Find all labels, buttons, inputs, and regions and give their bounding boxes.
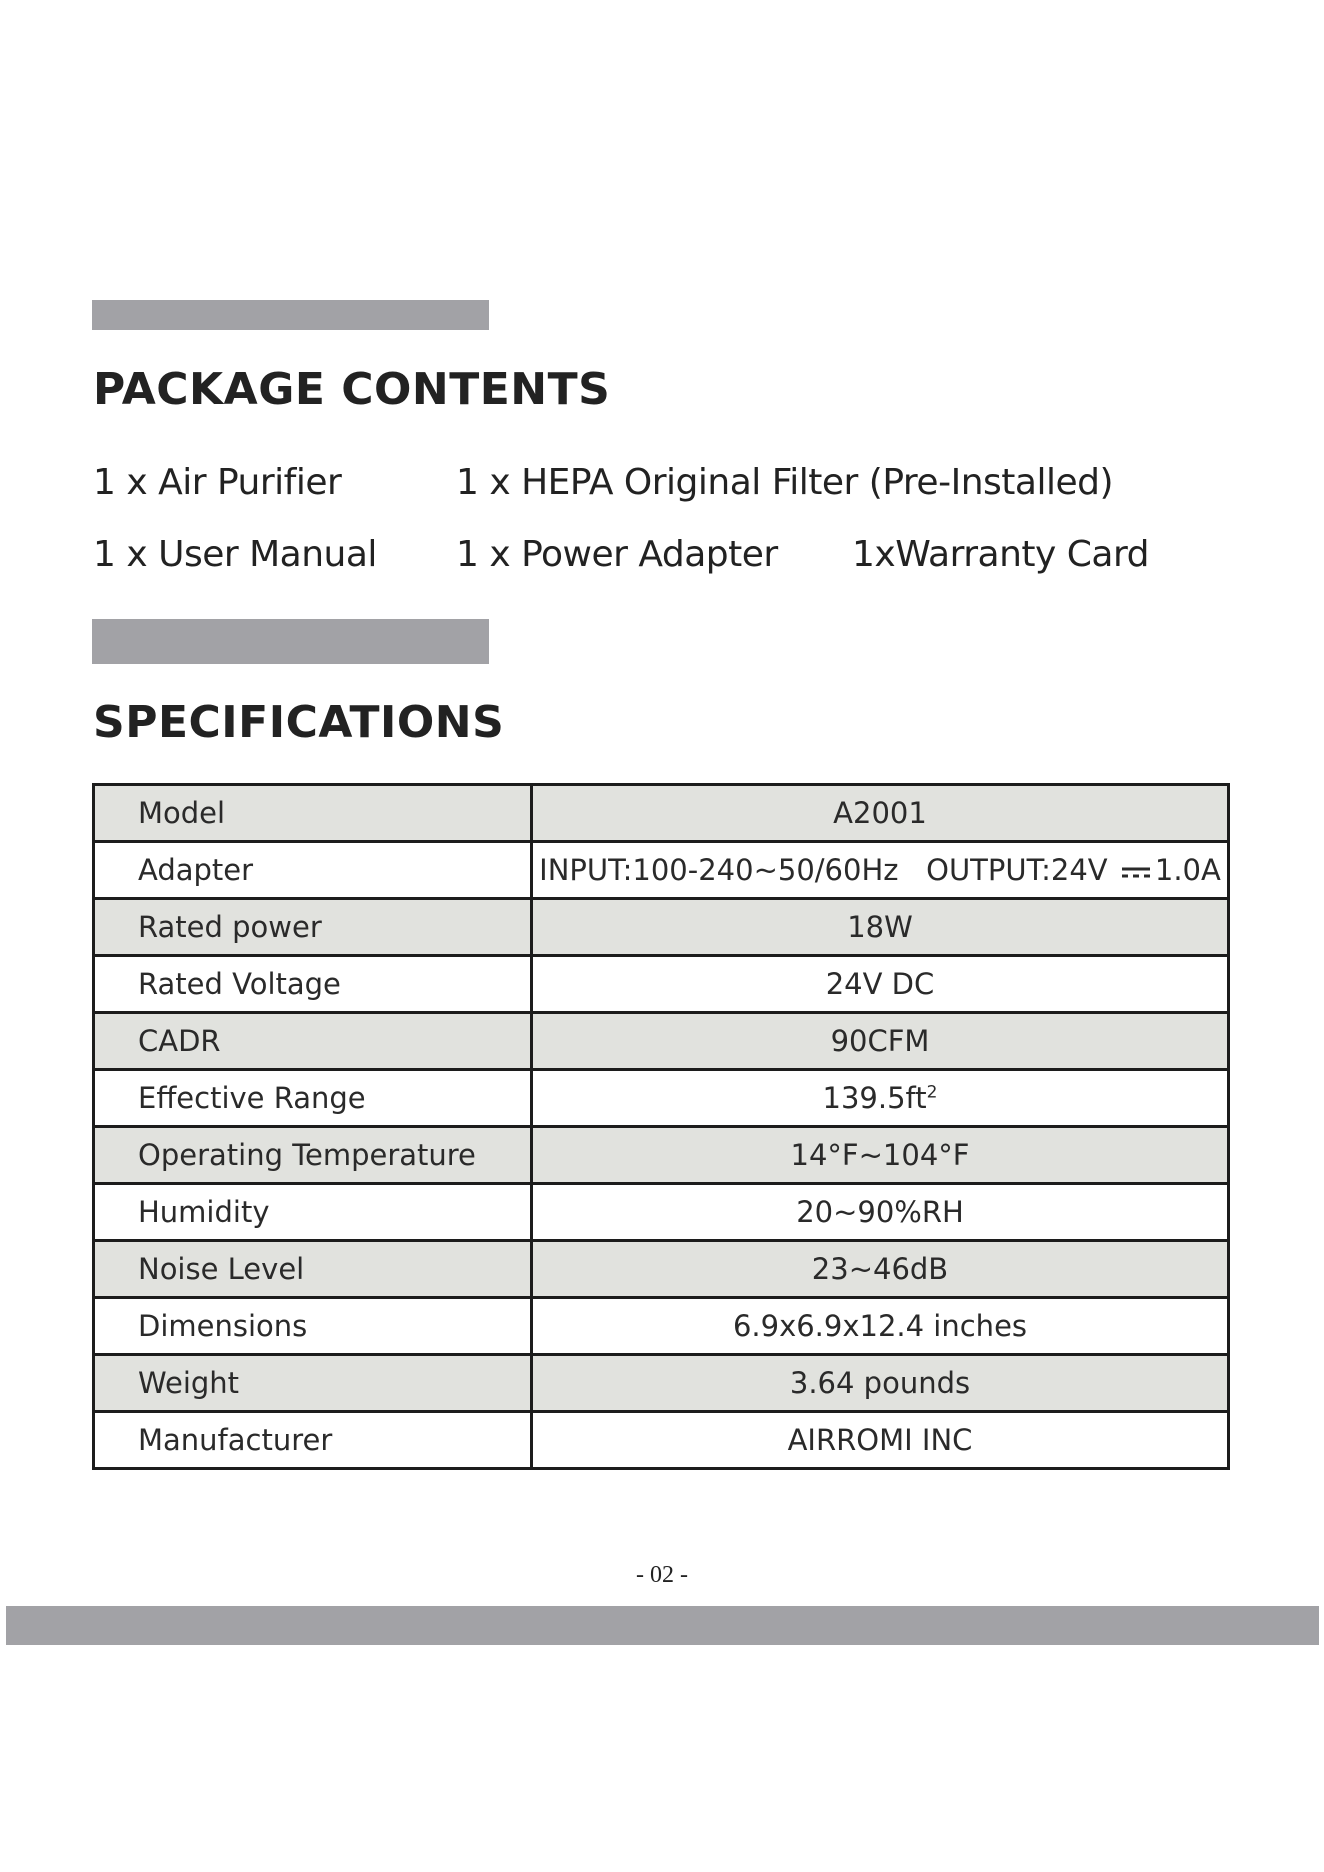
section-bar-specifications: [92, 619, 489, 664]
spec-label: Rated power: [94, 899, 532, 956]
spec-label: Operating Temperature: [94, 1127, 532, 1184]
spec-value: 14°F~104°F: [532, 1127, 1229, 1184]
spec-label: Model: [94, 785, 532, 842]
spec-label: Noise Level: [94, 1241, 532, 1298]
table-row: [94, 1184, 1229, 1241]
spec-label: Rated Voltage: [94, 956, 532, 1013]
spec-label: Adapter: [94, 842, 532, 899]
table-row: [94, 1127, 1229, 1184]
spec-label: Dimensions: [94, 1298, 532, 1355]
table-row: [94, 1298, 1229, 1355]
spec-value: 90CFM: [532, 1013, 1229, 1070]
dc-symbol-icon: [1121, 864, 1151, 880]
adapter-output-text: OUTPUT:24V: [926, 853, 1108, 887]
section-bar-package: [92, 300, 489, 330]
spec-label: CADR: [94, 1013, 532, 1070]
package-item-air-purifier: 1 x Air Purifier: [93, 462, 342, 503]
table-row: [94, 1241, 1229, 1298]
footer-bar: [6, 1606, 1319, 1645]
table-row: [94, 785, 1229, 842]
package-contents-heading: PACKAGE CONTENTS: [93, 364, 611, 415]
spec-label: Manufacturer: [94, 1412, 532, 1469]
table-row: [94, 956, 1229, 1013]
spec-value: 23~46dB: [532, 1241, 1229, 1298]
specifications-heading: SPECIFICATIONS: [93, 697, 505, 748]
table-row: [94, 1412, 1229, 1469]
superscript-two: 2: [926, 1082, 938, 1103]
spec-value: 6.9x6.9x12.4 inches: [532, 1298, 1229, 1355]
specifications-table: [92, 783, 1230, 1470]
spec-value: 24V DC: [532, 956, 1229, 1013]
table-row: [94, 1013, 1229, 1070]
spec-value: A2001: [532, 785, 1229, 842]
package-item-power-adapter: 1 x Power Adapter: [456, 534, 778, 575]
adapter-current-text: 1.0A: [1154, 853, 1221, 887]
spec-value: 20~90%RH: [532, 1184, 1229, 1241]
spec-value: 3.64 pounds: [532, 1355, 1229, 1412]
effective-range-text: 139.5ft: [822, 1081, 927, 1115]
table-row: [94, 1070, 1229, 1127]
package-item-user-manual: 1 x User Manual: [93, 534, 377, 575]
spec-label: Weight: [94, 1355, 532, 1412]
page-number: - 02 -: [636, 1562, 688, 1588]
spec-value: [532, 1070, 1229, 1127]
spec-label: Humidity: [94, 1184, 532, 1241]
spec-label: Effective Range: [94, 1070, 532, 1127]
table-row: [94, 842, 1229, 899]
table-row: [94, 899, 1229, 956]
spec-value: 18W: [532, 899, 1229, 956]
adapter-input-text: INPUT:100-240~50/60Hz: [539, 853, 899, 887]
package-item-warranty-card: 1xWarranty Card: [852, 534, 1149, 575]
table-row: [94, 1355, 1229, 1412]
spec-value: AIRROMI INC: [532, 1412, 1229, 1469]
package-item-hepa-filter: 1 x HEPA Original Filter (Pre-Installed): [456, 462, 1113, 503]
spec-value: [532, 842, 1229, 899]
